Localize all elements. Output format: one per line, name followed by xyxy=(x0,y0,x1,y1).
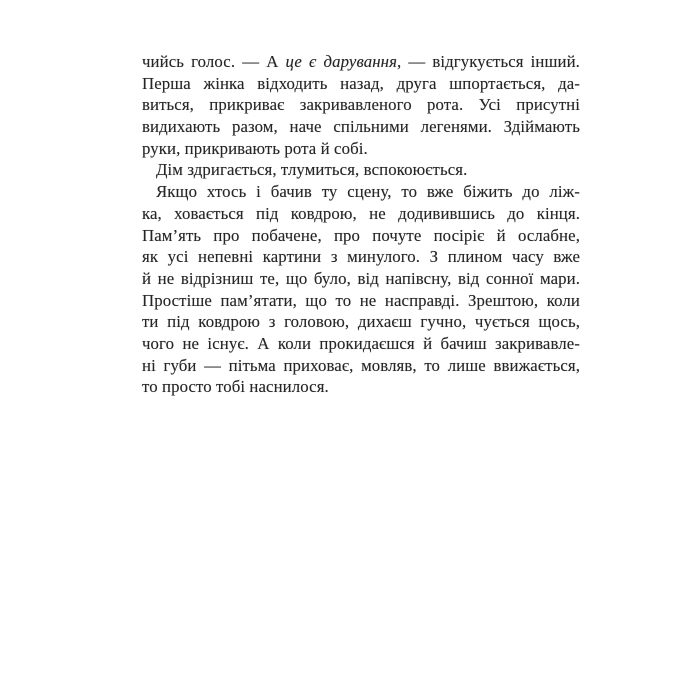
text-segment: ти під ковдрою з головою, дихаєш гучно, чується щось, xyxy=(142,312,580,332)
text-line xyxy=(142,268,580,290)
text-segment: Простіше пам’ятати, що то не насправді. Зрештою, коли xyxy=(142,290,580,310)
text-line xyxy=(142,333,580,355)
text-segment: то просто тобі наснилося. xyxy=(142,377,329,397)
text-segment: й не відрізниш те, що було, від напівсну, від сонної мари. xyxy=(142,268,580,288)
text-segment: , — відгукується інший. xyxy=(396,52,580,71)
text-segment: руки, прикривають рота й собі. xyxy=(142,138,368,158)
text-segment: Дім здригається, тлумиться, вспокоюється. xyxy=(156,160,468,180)
text-line xyxy=(142,246,580,268)
text-line xyxy=(142,225,580,247)
text-segment: чийсь голос. — А xyxy=(142,52,286,71)
text-segment: Пам’ять про побачене, про почуте посіріє й ослабне, xyxy=(142,225,580,245)
text-line xyxy=(142,159,580,181)
italic-phrase: це є дарування xyxy=(285,52,397,71)
text-segment: Якщо хтось і бачив ту сцену, то вже біжить до ліж- xyxy=(156,182,580,202)
text-segment: видихають разом, наче спільними легенями. Здіймають xyxy=(142,117,580,137)
text-segment: як усі непевні картини з минулого. З плином часу вже xyxy=(142,247,580,267)
page-text-block xyxy=(142,51,580,398)
text-segment: Перша жінка відходить назад, друга шпортається, да- xyxy=(142,73,580,93)
text-line xyxy=(142,181,580,203)
text-line xyxy=(142,73,580,95)
text-line xyxy=(142,355,580,377)
text-line xyxy=(142,290,580,312)
text-line xyxy=(142,376,580,398)
text-line xyxy=(142,138,580,160)
text-segment: ка, ховається під ковдрою, не додивившись до кінця. xyxy=(142,203,580,223)
text-line xyxy=(142,116,580,138)
text-segment: ні губи — пітьма приховає, мовляв, то лише ввижається, xyxy=(142,355,580,375)
text-segment: чого не існує. А коли прокидаєшся й бачиш закривавле- xyxy=(142,333,580,353)
text-line xyxy=(142,94,580,116)
text-line xyxy=(142,203,580,225)
text-segment: виться, прикриває закривавленого рота. Усі присутні xyxy=(142,95,580,115)
text-line xyxy=(142,51,580,73)
text-line xyxy=(142,311,580,333)
